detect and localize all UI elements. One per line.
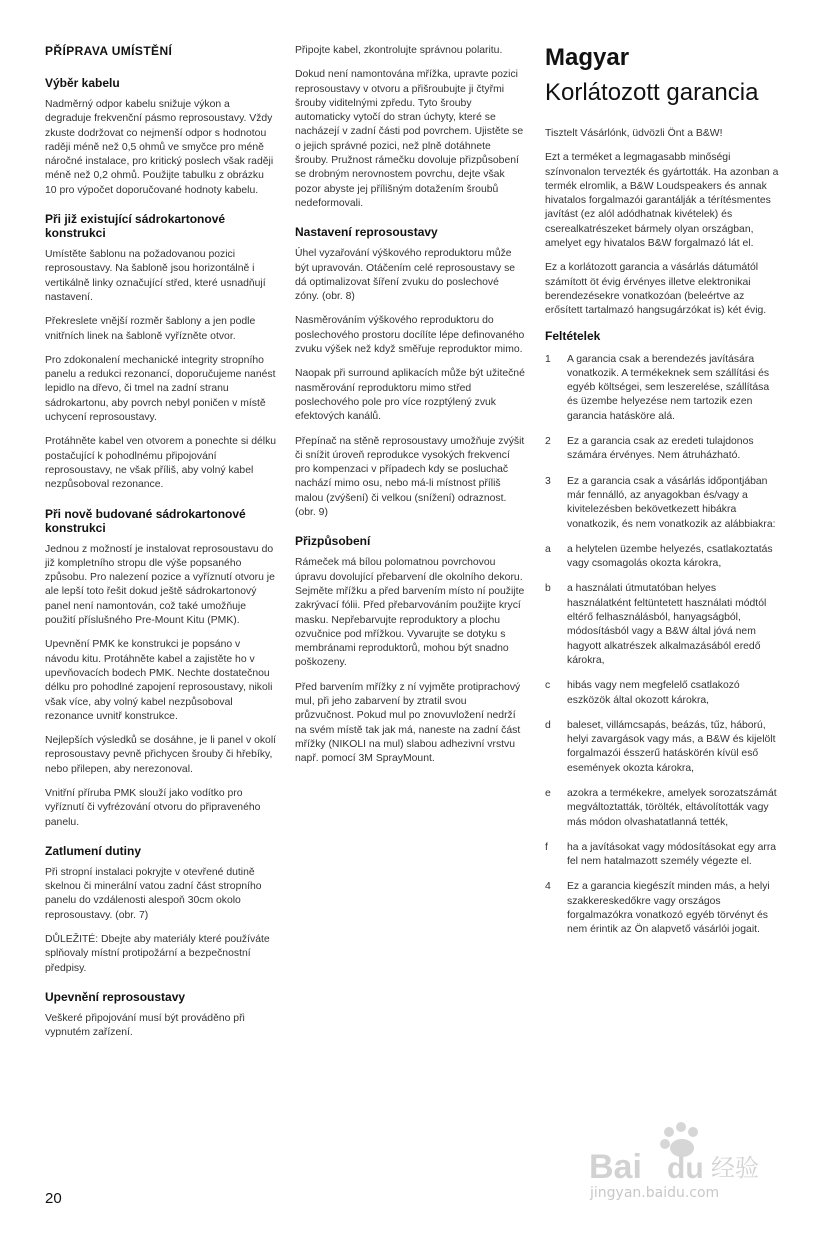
list-marker: f	[545, 841, 548, 853]
paragraph: Vnitřní příruba PMK slouží jako vodítko pro vyříznutí či vyfrézování otvoru do připraveného panelu.	[45, 787, 261, 828]
list-item	[545, 475, 780, 532]
paragraph: Naopak při surround aplikacích může být užitečné nasměrování reproduktoru mimo střed poslechového pole pro více rozptýlený zvuk efektových kanálů.	[295, 368, 525, 423]
list-item	[545, 435, 780, 464]
list-text: a helytelen üzembe helyezés, csatlakoztatás vagy csomagolás okozta károkra,	[567, 543, 773, 570]
list-marker: a	[545, 543, 551, 555]
list-marker: b	[545, 583, 551, 595]
hungarian-column-right	[545, 44, 780, 949]
czech-column-middle	[295, 44, 525, 776]
list-marker: d	[545, 719, 551, 731]
list-item	[545, 841, 780, 870]
paragraph: Před barvením mřížky z ní vyjměte protiprachový mul, při jeho zabarvení by ztratil svou průzvučnost. Pokud mul po znovuvložení nedrží na svém místě tak jak má, naneste na zadní část mřížky (NIKOLI na mul) slabou adhezivní vrstvu např. pomocí 3M SprayMount.	[295, 681, 521, 765]
list-text: Ez a garancia csak a vásárlás időpontjában már fennálló, az anyagokban és/vagy a kivitelezésben bekövetkezett hibákra vonatkozik, és nem vonatkozik az alábbiakra:	[567, 475, 776, 530]
section-main-title: PŘÍPRAVA UMÍSTĚNÍ	[45, 44, 173, 58]
list-item	[545, 787, 780, 830]
paragraph: Ezt a terméket a legmagasabb minőségi színvonalon tervezték és gyártották. Ha azonban a termék elromlik, a B&W Loudspeakers és annak hivatalos forgalmazói garantálják a térítésmentes javítást (ez alól adódhatnak kivételek) és cserealkatrészeket bármely olyan országban, amelyet egy hivatalos B&W forgalmazó lát el.	[545, 152, 779, 250]
list-marker: e	[545, 787, 551, 799]
paragraph: Tisztelt Vásárlónk, üdvözli Önt a B&W!	[545, 128, 723, 139]
list-item	[545, 880, 780, 937]
list-item	[545, 719, 780, 776]
paragraph: Nadměrný odpor kabelu snižuje výkon a degraduje frekvenční pásmo reprosoustavy. Vždy zkuste dodržovat co nejmenší odpor s hodnotou raději méně než 0,5 ohmů ve smyčce pro méně náročné instalace, pro kritický poslech však raději méně než 0,2 ohmů. Použijte tabulku z obrázku 10 pro výpočet doporučované hodnoty kabelu.	[45, 99, 274, 196]
heading-speaker-adjustment: Nastavení reprosoustavy	[295, 225, 438, 240]
paragraph: Jednou z možností je instalovat reprosoustavu do již kompletního stropu dle výše popsaného způsobu. Pro nalezení pozice a vyříznutí otvoru je ale lepší toto řešit dokud ještě sádrokartonový panel není namontován, což také umožňuje použití příslušného Pre-Mount Kitu (PMK).	[45, 543, 275, 627]
list-marker: c	[545, 680, 551, 692]
conditions-heading: Feltételek	[545, 328, 601, 343]
heading-customization: Přizpůsobení	[295, 534, 371, 549]
svg-text:du: du	[667, 1152, 704, 1185]
list-text: A garancia csak a berendezés javítására vonatkozik. A termékeknek sem szállítási és egyéb költségei, sem leszerelése, szállítása és üzembe helyezése nem tartozik ezen garancia hatásköre alá.	[567, 353, 770, 422]
list-text: a használati útmutatóban helyes használatként feltüntetett használati módtól eltérő felhasználásból, hanyagságból, módosításból vagy a B&W által jóvá nem hagyott alkatrészek alkalmazásából eredő károkra,	[567, 583, 767, 666]
language-title: Magyar	[545, 44, 630, 71]
list-item	[545, 582, 780, 668]
paragraph: Protáhněte kabel ven otvorem a ponechte si délku postačující k pohodlnému připojování reprosoustavy, ne však příliš, aby volný kabel nezpůsoboval rezonance.	[45, 436, 277, 491]
page-number: 20	[45, 1190, 62, 1207]
paragraph: Veškeré připojování musí být prováděno při vypnutém zařízení.	[45, 1012, 245, 1039]
paragraph: Pro zdokonalení mechanické integrity stropního panelu a redukci rezonancí, doporučujeme nanést lepidlo na dřevo, či tmel na zadní stranu sádrokartonu, aby povrch nebyl poničen v místě uchycení reprosoustavy.	[45, 354, 276, 424]
heading-new-drywall: Při nově budované sádrokartonové konstrukci	[45, 506, 246, 535]
svg-text:经验: 经验	[711, 1154, 759, 1182]
czech-column-left	[45, 44, 277, 1051]
list-item	[545, 353, 780, 424]
list-text: ha a javításokat vagy módosításokat egy arra fel nem hatalmazott személy végezte el.	[567, 841, 777, 868]
paragraph: Upevnění PMK ke konstrukci je popsáno v návodu kitu. Protáhněte kabel a zajistěte ho v upevňovacích bodech PMK. Nechte dostatečnou délku pro pohodlné zapojení reprosoustavy, nikoli však více, aby volný kabel nezpůsoboval rezonance uvnitř konstrukce.	[45, 639, 273, 722]
svg-text:Bai: Bai	[589, 1148, 642, 1186]
list-text: hibás vagy nem megfelelő csatlakozó eszközök által okozott károkra,	[567, 680, 740, 706]
list-text: azokra a termékekre, amelyek sorozatszámát megváltoztatták, törölték, eltávolították vagy más módon olvashatatlanná tették,	[567, 787, 777, 828]
list-marker: 4	[545, 881, 551, 893]
paragraph: Rámeček má bílou polomatnou povrchovou úpravu dovolující přebarvení dle okolního dekoru. Sejměte mřížku a před barvením místo ní použijte zakrývací fólii. Před přebarvováním použijte krycí masku. Nepřebarvujte reproduktory a plochu ozvučnice pod mřížkou. Vyvarujte se dotyku s membránami reproduktorů, mohou být snadno poškozeny.	[295, 557, 525, 669]
paragraph: Nejlepších výsledků se dosáhne, je li panel v okolí reprosoustavy pevně přichycen šrouby či hřebíky, nebo přilepen, aby nerezonoval.	[45, 735, 277, 775]
heading-cavity-damping: Zatlumení dutiny	[45, 843, 141, 858]
paragraph: DŮLEŽITÉ: Dbejte aby materiály které používáte splňovaly místní protipožární a bezpečnostní předpisy.	[45, 934, 270, 974]
paragraph: Při stropní instalaci pokryjte v otevřené dutině skelnou či minerální vatou zadní část stropního panelu do vzdálenosti alespoň 30cm okolo reprosoustavy. (obr. 7)	[45, 866, 262, 921]
list-text: Ez a garancia kiegészít minden más, a helyi szakkereskedőkre vagy országos forgalmazókra vonatkozó egyéb törvényt és nem érintik az Ön alapvető vásárlói jogait.	[567, 881, 770, 936]
list-marker: 1	[545, 353, 551, 365]
list-marker: 3	[545, 475, 551, 487]
list-text: baleset, villámcsapás, beázás, tűz, háború, helyi zavargások vagy más, a B&W és kijelölt forgalmazói ésszerű hatáskörén kívül eső események okozta károkra,	[567, 719, 776, 774]
paragraph: Překreslete vnější rozměr šablony a jen podle vnitřních linek na šabloně vyřízněte otvor.	[45, 316, 256, 342]
paragraph: Úhel vyzařování výškového reproduktoru může být upravován. Otáčením celé reprosoustavy se dá optimalizovat šíření zvuku do poslechové zóny. (obr. 8)	[295, 248, 516, 303]
heading-speaker-mounting: Upevnění reprosoustavy	[45, 989, 186, 1004]
paragraph: Přepínač na stěně reprosoustavy umožňuje zvýšit či snížit úroveň reprodukce vysokých frekvencí pro kompenzaci v případech kdy se posluchač nachází mimo osu, nebo má-li místnost příliš malou (zvýšení) či velkou (snížení) odraznost. (obr. 9)	[295, 435, 525, 519]
heading-existing-drywall: Při již existující sádrokartonové konstrukci	[45, 212, 226, 241]
heading-cable-selection: Výběr kabelu	[45, 76, 120, 90]
paragraph: Nasměrováním výškového reproduktoru do poslechového prostoru docílíte lépe definovaného zvuku výšek než když směřuje reproduktor mimo.	[295, 315, 525, 356]
warranty-title: Korlátozott garancia	[545, 79, 759, 106]
paragraph: Dokud není namontována mřížka, upravte pozici reprosoustavy v otvoru a přišroubujte ji čtyřmi šrouby viditelnými zpředu. Tyto šrouby automaticky vytočí do stran úchyty, které se nacházejí v zadní části pod povrchem. Ujistěte se o jejich správné pozici, než plně dotáhnete šrouby. Pružnost rámečku dovoluje přizpůsobení se drobným nerovnostem povrchu, dejte však pozor abyste jej přílišným dotažením šroubů nedeformovali.	[295, 69, 524, 209]
paragraph: Ez a korlátozott garancia a vásárlás dátumától számított öt évig érvényes illetve elektronikai berendezésekre vonatkozóan (beleértve az erősített tartalmazó hangsugárzókat is) két évig.	[545, 262, 767, 317]
list-text: Ez a garancia csak az eredeti tulajdonos számára érvényes. Nem átruházható.	[567, 436, 754, 462]
list-item	[545, 679, 780, 708]
paragraph: Umístěte šablonu na požadovanou pozici reprosoustavy. Na šabloně jsou horizontálně i vertikálně linky označující střed, které usnadňují nastavení.	[45, 249, 266, 303]
list-item	[545, 543, 780, 572]
list-marker: 2	[545, 436, 551, 448]
paragraph: Připojte kabel, zkontrolujte správnou polaritu.	[295, 45, 503, 56]
watermark-url: jingyan.baidu.com	[590, 1185, 720, 1201]
